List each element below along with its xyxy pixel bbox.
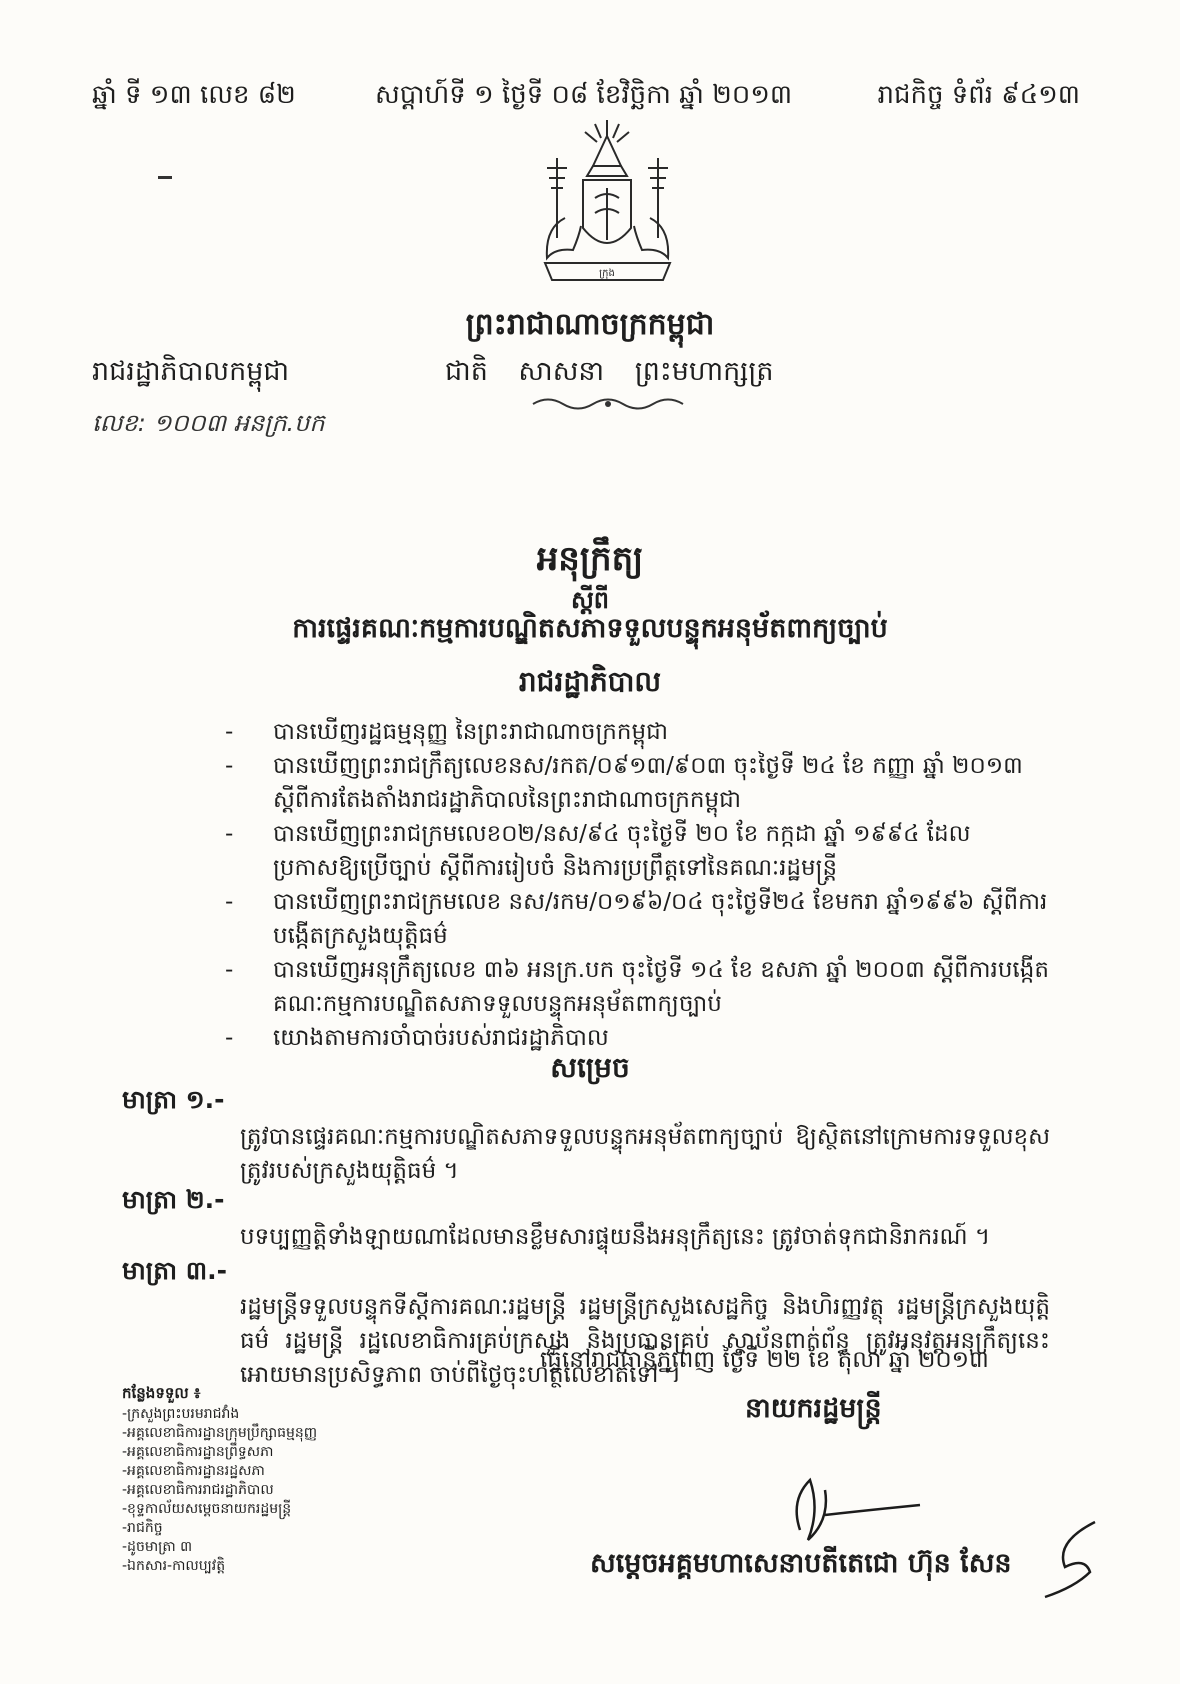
considerations-list [225, 715, 1055, 1055]
scan-mark [158, 176, 172, 179]
place-and-date: ធ្វើនៅរាជធានីភ្នំពេញ ថ្ងៃទី ២២ ខែ តុលា ឆ្នាំ ២០១៣ [540, 1347, 989, 1373]
handwritten-signature-icon [780, 1460, 925, 1560]
recipient-item: -អគ្គលេខាធិការដ្ឋានព្រឹទ្ធសភា [122, 1444, 274, 1460]
recipient-item: -ឯកសារ-កាលប្បវត្តិ [122, 1558, 226, 1574]
royal-coat-of-arms-icon [525, 118, 690, 293]
article-1-text: ត្រូវបានផ្ទេរគណៈកម្មការបណ្ឌិតសភាទទួលបន្ទុកអនុម័តពាក្យច្បាប់ ឱ្យស្ថិតនៅក្រោមការទទួលខុសត្រូវរបស់ក្រសួងយុត្តិធម៌ ។ [240, 1124, 1050, 1184]
decree-title: អនុក្រឹត្យ [536, 539, 644, 579]
recipients-title: កន្លែងទទួល ៖ [122, 1384, 201, 1402]
article-2-text: បទប្បញ្ញត្តិទាំងឡាយណាដែលមានខ្លឹមសារផ្ទុយនឹងអនុក្រឹត្យនេះ ត្រូវចាត់ទុកជានិរាករណ៍ ។ [240, 1224, 991, 1250]
recipient-item: -អគ្គលេខាធិការដ្ឋានរដ្ឋសភា [122, 1463, 265, 1479]
decree-subtitle: ការផ្ទេរគណៈកម្មការបណ្ឌិតសភាទទួលបន្ទុកអនុម័តពាក្យច្បាប់ [292, 613, 888, 644]
consideration-item: - បានឃើញអនុក្រឹត្យលេខ ៣៦ អនក្រ.បក ចុះថ្ងៃទី ១៤ ខែ ឧសភា ឆ្នាំ ២០០៣ ស្តីពីការបង្កើតគណៈកម្មការបណ្ឌិតសភាទទួលបន្ទុកអនុម័តពាក្យច្បាប់ [225, 953, 1055, 1021]
divider-ornament-icon [528, 393, 688, 415]
consideration-item: - បានឃើញព្រះរាជក្រមលេខ នស/រកម/០១៩៦/០៤ ចុះថ្ងៃទី២៤ ខែមករា ឆ្នាំ១៩៩៦ ស្តីពីការបង្កើតក្រសួងយុត្តិធម៌ [225, 885, 1055, 953]
initial-mark-icon [1035, 1512, 1115, 1602]
government-heading: រាជរដ្ឋាភិបាល [518, 665, 662, 698]
recipient-item: -អគ្គលេខាធិការដ្ឋានក្រុមប្រឹក្សាធម្មនុញ្ញ [122, 1425, 318, 1441]
kingdom-title: ព្រះរាជាណាចក្រកម្ពុជា [465, 307, 715, 342]
consideration-item: - យោងតាមការចាំបាច់របស់រាជរដ្ឋាភិបាល [225, 1021, 1055, 1055]
national-motto: ជាតិ សាសនា ព្រះមហាក្សត្រ [445, 356, 774, 387]
consideration-item: - បានឃើញព្រះរាជក្រឹត្យលេខនស/រកត/០៩១៣/៩០៣ ចុះថ្ងៃទី ២៤ ខែ កញ្ញា ឆ្នាំ ២០១៣ ស្តីពីការតែងតាំងរាជរដ្ឋាភិបាលនៃព្រះរាជាណាចក្រកម្ពុជា [225, 749, 1055, 817]
signatory-name: សម្តេចអគ្គមហាសេនាបតីតេជោ ហ៊ុន សែន [590, 1548, 1012, 1579]
consideration-item: - បានឃើញរដ្ឋធម្មនុញ្ញ នៃព្រះរាជាណាចក្រកម្ពុជា [225, 715, 1055, 749]
consideration-item: - បានឃើញព្រះរាជក្រមលេខ០២/នស/៩៤ ចុះថ្ងៃទី ២០ ខែ កក្កដា ឆ្នាំ ១៩៩៤ ដែលប្រកាសឱ្យប្រើច្បាប់ ស្តីពីការរៀបចំ និងការប្រព្រឹត្តទៅនៃគណៈរដ្ឋមន្ត្រី [225, 817, 1055, 885]
article-3-text: រដ្ឋមន្ត្រីទទួលបន្ទុកទីស្តីការគណៈរដ្ឋមន្ត្រី រដ្ឋមន្ត្រីក្រសួងសេដ្ឋកិច្ច និងហិរញ្ញវត្ថុ រដ្ឋមន្ត្រីក្រសួងយុត្តិធម៌ រដ្ឋមន្ត្រី រដ្ឋលេខាធិការគ្រប់ក្រសួង និងប្រធានគ្រប់ ស្ថាប័នពាក់ព័ន្ធ ត្រូវអនុវត្តអនុក្រឹត្យនេះ អោយមានប្រសិទ្ធភាព ចាប់ពីថ្ងៃចុះហត្ថលេខាតទៅ ។ [240, 1294, 1050, 1388]
article-2-label: មាត្រា ២.- [122, 1185, 225, 1214]
coat-of-arms-motto: ក្រុង [599, 268, 615, 279]
decree-subject-label: ស្តីពី [570, 586, 610, 614]
article-3-label: មាត្រា ៣.- [122, 1256, 227, 1285]
gazette-page: រាជកិច្ច ទំព័រ ៩៤១៣ [877, 80, 1080, 110]
recipients-list [122, 1384, 317, 1576]
recipient-item: -ក្រសួងព្រះបរមរាជវាំង [122, 1406, 240, 1422]
recipient-item: -រាជកិច្ច [122, 1520, 163, 1536]
recipient-item: -ដូចមាត្រា ៣ [122, 1539, 193, 1555]
signatory-title: នាយករដ្ឋមន្ត្រី [745, 1393, 882, 1424]
reference-number: លេខ: ១០០៣ អនក្រ.បក [92, 409, 325, 437]
decision-heading: សម្រេច [550, 1051, 630, 1084]
gazette-date: សប្តាហ៍ទី ១ ថ្ងៃទី ០៨ ខែវិច្ឆិកា ឆ្នាំ ២០១៣ [375, 80, 793, 110]
recipient-item: -ខុទ្ទកាល័យសម្តេចនាយករដ្ឋមន្ត្រី [122, 1501, 292, 1517]
recipient-item: -អគ្គលេខាធិការរាជរដ្ឋាភិបាល [122, 1482, 274, 1498]
article-1-label: មាត្រា ១.- [122, 1085, 225, 1114]
issuer: រាជរដ្ឋាភិបាលកម្ពុជា [92, 356, 290, 387]
gazette-issue: ឆ្នាំ ទី ១៣ លេខ ៨២ [92, 80, 296, 110]
